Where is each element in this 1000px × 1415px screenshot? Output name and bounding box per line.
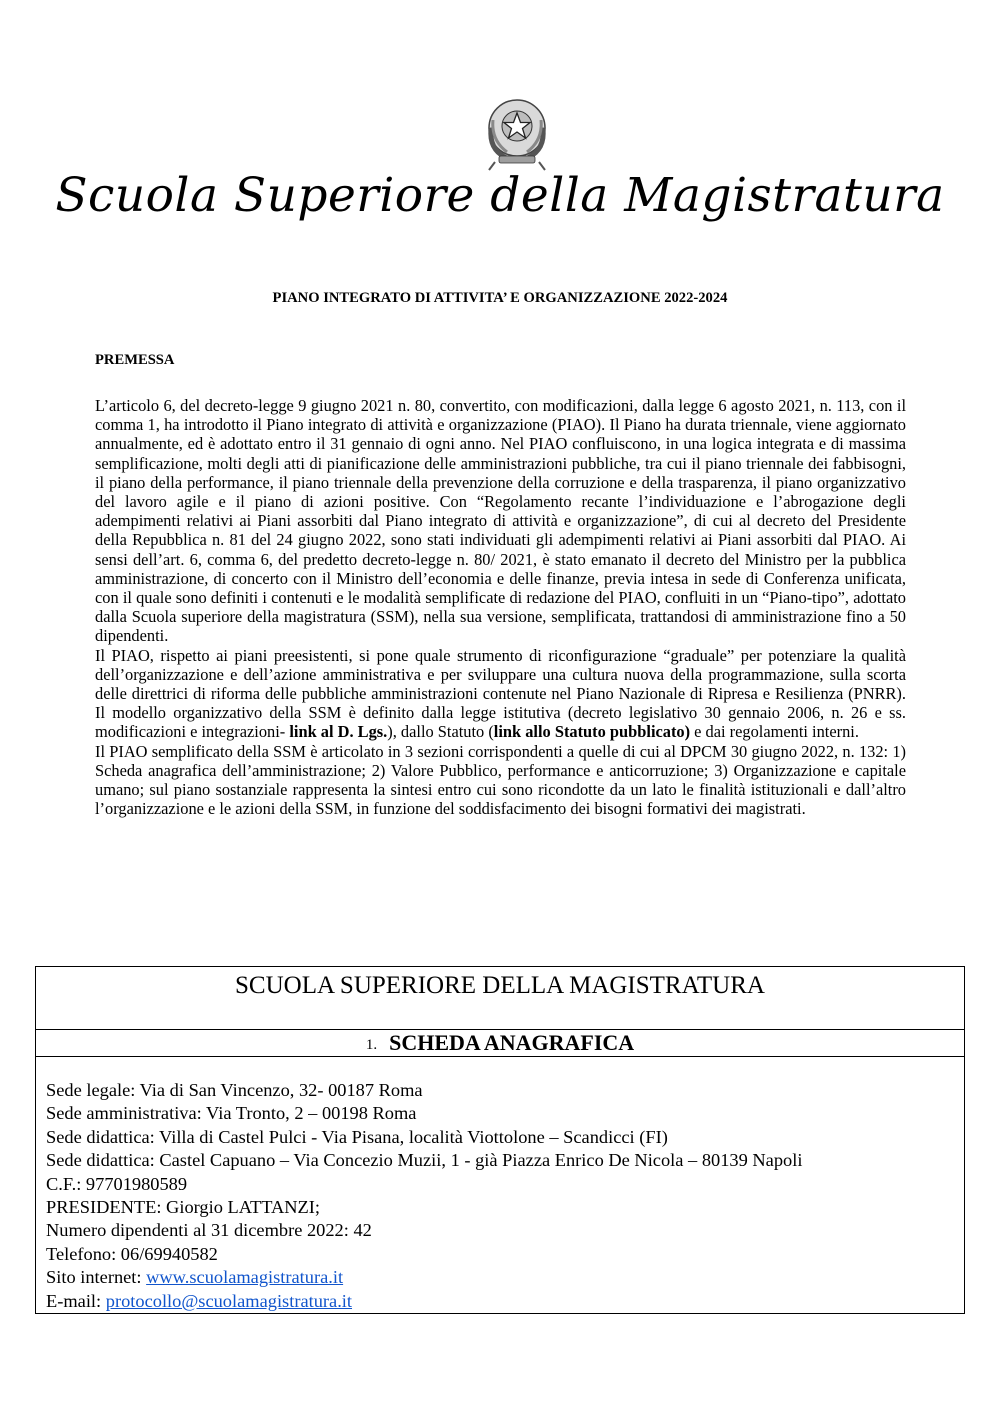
anagrafica-info	[46, 1079, 802, 1313]
telefono: Telefono: 06/69940582	[46, 1243, 218, 1264]
sede-legale: Sede legale: Via di San Vincenzo, 32- 00187 Roma	[46, 1080, 423, 1100]
section-number: 1.	[365, 1037, 378, 1053]
paragraph-2-text-c: e dai regolamenti interni.	[690, 722, 859, 742]
sede-amministrativa: Sede amministrativa: Via Tronto, 2 – 00198 Roma	[46, 1103, 417, 1124]
sede-didattica-2: Sede didattica: Castel Capuano – Via Concezio Muzii, 1 - già Piazza Enrico De Nicola – 80139 Napoli	[46, 1150, 803, 1171]
email-row	[46, 1290, 802, 1313]
link-statuto[interactable]: link allo Statuto pubblicato)	[493, 722, 691, 742]
email-link[interactable]: protocollo@scuolamagistratura.it	[105, 1290, 353, 1311]
codice-fiscale: C.F.: 97701980589	[46, 1173, 188, 1194]
scheda-box	[35, 966, 965, 1314]
school-name-heading: Scuola Superiore della Magistratura	[55, 168, 945, 223]
section-heading	[36, 1029, 964, 1057]
link-decreto-legislativo[interactable]: link al D. Lgs.	[289, 722, 388, 742]
paragraph-2-text-b: ), dallo Statuto (	[387, 722, 494, 742]
email-label: E-mail:	[46, 1290, 106, 1311]
premessa-body	[95, 396, 906, 818]
sito-internet-label: Sito internet:	[46, 1267, 147, 1288]
sito-internet-link[interactable]: www.scuolamagistratura.it	[146, 1267, 344, 1288]
paragraph-1: L’articolo 6, del decreto-legge 9 giugno 2021 n. 80, convertito, con modificazioni, dalla legge 6 agosto 2021, n. 113, con il comma 1, ha introdotto il Piano integrato di attività e organizzazione (PIAO). Il Piano ha durata triennale, viene aggiornato annualmente, ed è adottato entro il 31 gennaio di ogni anno. Nel PIAO confluiscono, in una logica integrata e di massima semplificazione, molti degli atti di pianificazione delle amministrazioni pubbliche, tra cui il piano triennale dei fabbisogni, il piano della performance, il piano triennale della prevenzione della corruzione e della trasparenza, il piano organizzativo del lavoro agile e il piano di azioni positive. Con “Regolamento recante l’individuazione e l’abrogazione degli adempimenti relativi ai Piani assorbiti dal Piano integrato di attività e organizzazione”, di cui al decreto del Presidente della Repubblica n. 81 del 24 giugno 2022, sono stati individuati gli adempimenti relativi ai Piani assorbiti dal PIAO. Ai sensi dell’art. 6, comma 6, del predetto decreto-legge n. 80/ 2021, è stato emanato il decreto del Ministro per la pubblica amministrazione, di concerto con il Ministro dell’economia e delle finanze, previa intesa in sede di Conferenza unificata, con il quale sono definiti i contenuti e le modalità semplificate di redazione del PIAO, confluiti in un “Piano-tipo”, adottato dalla Scuola superiore della magistratura (SSM), nella sua versione, semplificata, trattandosi di amministrazione fino a 50 dipendenti.	[95, 396, 906, 646]
numero-dipendenti: Numero dipendenti al 31 dicembre 2022: 42	[46, 1220, 372, 1241]
section-title: SCHEDA ANAGRAFICA	[389, 1030, 635, 1055]
sito-internet-row	[46, 1266, 802, 1289]
italian-republic-emblem-icon	[481, 90, 553, 172]
premessa-heading: PREMESSA	[95, 352, 175, 368]
paragraph-3: Il PIAO semplificato della SSM è articolato in 3 sezioni corrispondenti a quelle di cui al DPCM 30 giugno 2022, n. 132: 1) Scheda anagrafica dell’amministrazione; 2) Valore Pubblico, performance e anticorruzione; 3) Organizzazione e capitale umano; sul piano sostanziale rappresenta la sintesi entro cui sono ricondotte da un lato le finalità istituzionali e dall’altro l’organizzazione e le azioni della SSM, in funzione del soddisfacimento dei bisogni formativi dei magistrati.	[95, 741, 906, 819]
sede-didattica-1: Sede didattica: Villa di Castel Pulci - Via Pisana, località Viottolone – Scandicci (FI)	[46, 1126, 668, 1147]
document-title: PIANO INTEGRATO DI ATTIVITA’ E ORGANIZZAZIONE 2022-2024	[272, 290, 728, 306]
paragraph-2	[95, 646, 906, 742]
paragraph-2-text-a: Il PIAO, rispetto ai piani preesistenti, si pone quale strumento di riconfigurazione “graduale” per potenziare la qualità dell’organizzazione e dell’azione amministrativa e per sviluppare una cultura nuova della programmazione, sulla scorta delle direttrici di riforma delle pubbliche amministrazioni contenute nel Piano Nazionale di Ripresa e Resilienza (PNRR). Il modello organizzativo della SSM è definito dalla legge istitutiva (decreto legislativo 30 gennaio 2006, n. 26 e ss. modificazioni e integrazioni-	[95, 645, 906, 742]
presidente: PRESIDENTE: Giorgio LATTANZI;	[46, 1197, 321, 1218]
box-title: SCUOLA SUPERIORE DELLA MAGISTRATURA	[36, 967, 964, 1030]
